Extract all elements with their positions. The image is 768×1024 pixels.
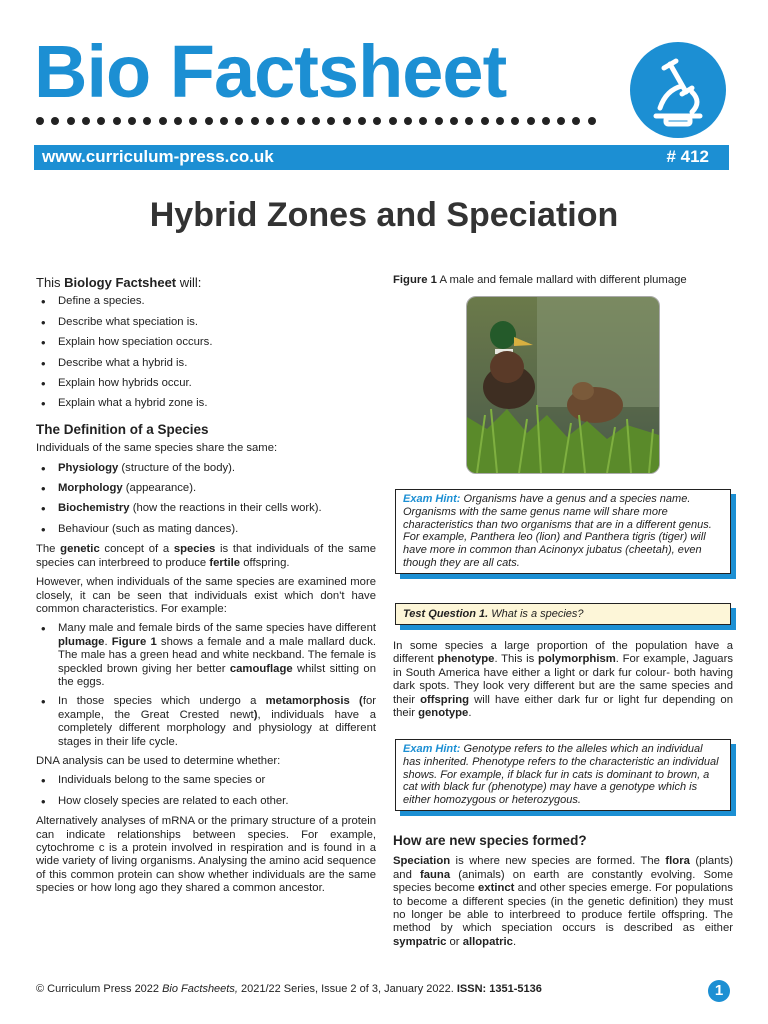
list-item: • Define a species. — [36, 295, 376, 308]
divider-dot — [97, 117, 105, 125]
figure-caption: Figure 1 A male and female mallard with different plumage — [393, 274, 687, 286]
factsheet-number: # 412 — [666, 147, 709, 166]
exam-hint-box-2: Exam Hint: Genotype refers to the alleles which an individual has inherited. Phenotype refers to the characteristic an individual shows. For example, if black fur in cats is dominant to brown, a cat with black fur (phenotype) may have a genotype which is either homozygous or heterozygous. — [395, 739, 731, 811]
test-question-box: Test Question 1. What is a species? — [395, 603, 731, 625]
section-heading-definition: The Definition of a Species — [36, 421, 209, 437]
divider-dot — [557, 117, 565, 125]
divider-dot — [82, 117, 90, 125]
list-item: • Explain how speciation occurs. — [36, 336, 376, 349]
list-item: • In those species which undergo a metamorphosis (for example, the Great Crested newt), individuals have a completely different morphology and physiology at different stages in their life cycle. — [36, 695, 376, 749]
divider-dot — [465, 117, 473, 125]
objectives-list — [36, 295, 376, 410]
divider-dot — [542, 117, 550, 125]
mallard-photo — [466, 296, 660, 474]
microscope-icon — [630, 42, 726, 138]
polymorphism-paragraph: In some species a large proportion of the population have a different phenotype. This is polymorphism. For example, Jaguars in South America have either a light or dark fur colour- both having dark spots. They look very different but are the same species and their offspring will have either dark fur or light fur depending on their genotype. — [393, 640, 733, 720]
list-item: • Morphology (appearance). — [36, 482, 376, 495]
list-item: • Physiology (structure of the body). — [36, 462, 376, 475]
divider-dot — [220, 117, 228, 125]
genetic-paragraph: The genetic concept of a species is that individuals of the same species can interbreed to produce fertile offspring. — [36, 543, 376, 569]
brand-title: Bio Factsheet — [34, 30, 507, 113]
definition-lead: Individuals of the same species share the same: — [36, 442, 278, 455]
url-bar — [34, 145, 729, 170]
divider-dot — [588, 117, 596, 125]
left-column — [36, 276, 376, 896]
list-item: • Many male and female birds of the same species have different plumage. Figure 1 shows a female and a male mallard duck. The male has a green head and white neckband. The female is speckled brown giving her better camouflage whilst sitting on the eggs. — [36, 622, 376, 689]
divider-dot — [511, 117, 519, 125]
dna-list — [36, 774, 376, 808]
divider-dot — [67, 117, 75, 125]
divider-dot — [235, 117, 243, 125]
examples-list — [36, 622, 376, 749]
definition-list — [36, 462, 376, 537]
divider-dot — [128, 117, 136, 125]
divider-dot — [143, 117, 151, 125]
divider-dot — [419, 117, 427, 125]
divider-dot — [113, 117, 121, 125]
list-item: • Behaviour (such as mating dances). — [36, 523, 376, 536]
however-paragraph: However, when individuals of the same species are examined more closely, it can be seen that individuals exist which don't have common characteristics. For example: — [36, 576, 376, 615]
formed-section — [393, 834, 733, 949]
section-heading-formed: How are new species formed? — [393, 833, 587, 848]
footer-text: © Curriculum Press 2022 Bio Factsheets, 2021/22 Series, Issue 2 of 3, January 2022. ISSN: 1351-5136 — [36, 983, 542, 995]
dna-lead: DNA analysis can be used to determine whether: — [36, 754, 281, 767]
divider-dot — [266, 117, 274, 125]
divider-dot — [343, 117, 351, 125]
divider-dot — [358, 117, 366, 125]
divider-dot — [297, 117, 305, 125]
list-item: • Explain what a hybrid zone is. — [36, 397, 376, 410]
divider-dot — [36, 117, 44, 125]
divider-dot — [327, 117, 335, 125]
list-item: • Explain how hybrids occur. — [36, 377, 376, 390]
divider-dot — [527, 117, 535, 125]
divider-dot — [572, 117, 580, 125]
right-column — [393, 274, 733, 287]
list-item: • Biochemistry (how the reactions in their cells work). — [36, 502, 376, 515]
exam-hint-box-1: Exam Hint: Organisms have a genus and a species name. Organisms with the same genus name will share more characteristics than two organisms that are in a different genus. For example, Panthera leo (lion) and Panthera tigris (tiger) will have more in common than Acinonyx jubatus (cheetah), even though they are all cats. — [395, 489, 731, 574]
speciation-paragraph: Speciation is where new species are formed. The flora (plants) and fauna (animals) on earth are constantly evolving. Some species become extinct and other species emerge. For populations to become a different species (in the genetic definition) they must no longer be able to interbreed to produce fertile offspring. The method by which speciation occurs is described as either sympatric or allopatric. — [393, 855, 734, 948]
list-item: • Individuals belong to the same species or — [36, 774, 376, 787]
intro-lead: This Biology Factsheet will: — [36, 275, 202, 290]
divider-dot — [481, 117, 489, 125]
alternative-paragraph: Alternatively analyses of mRNA or the primary structure of a protein can indicate relationships between species. For example, cytochrome c is a protein involved in respiration and is found in a wide variety of living organisms. Analysing the amino acid sequence of this common protein can show whether individuals are the same species or how long ago they shared a common ancestor. — [36, 815, 376, 895]
divider-dot — [373, 117, 381, 125]
list-item: • Describe what a hybrid is. — [36, 357, 376, 370]
divider-dot — [404, 117, 412, 125]
divider-dot — [281, 117, 289, 125]
divider-dot — [312, 117, 320, 125]
divider-dot — [450, 117, 458, 125]
divider-dot — [159, 117, 167, 125]
site-url[interactable]: www.curriculum-press.co.uk — [42, 147, 274, 166]
page-title: Hybrid Zones and Speciation — [149, 196, 619, 234]
divider-dot — [251, 117, 259, 125]
divider-dot — [51, 117, 59, 125]
list-item: • Describe what speciation is. — [36, 316, 376, 329]
divider-dot — [174, 117, 182, 125]
divider-dot — [189, 117, 197, 125]
divider-dot — [435, 117, 443, 125]
divider-dot — [389, 117, 397, 125]
dotted-divider — [36, 117, 596, 131]
divider-dot — [205, 117, 213, 125]
page-number: 1 — [708, 980, 730, 1002]
divider-dot — [496, 117, 504, 125]
list-item: • How closely species are related to each other. — [36, 795, 376, 808]
